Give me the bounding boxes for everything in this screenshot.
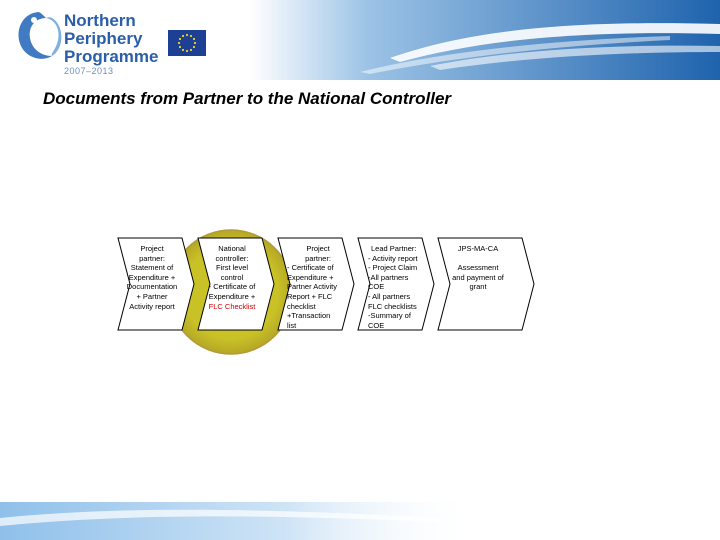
box-line: +Transaction <box>287 311 331 321</box>
logo-line: Periphery <box>64 29 143 48</box>
box-line: - Certificate of <box>208 282 256 292</box>
box-line: -All partners <box>368 272 409 282</box>
box-line: + Partner <box>136 291 168 301</box>
box-line: Expenditure + <box>208 291 256 301</box>
box-line: - Certificate of <box>287 263 334 273</box>
logo-line: Northern <box>64 11 136 30</box>
box-line: - All partners <box>368 291 411 301</box>
box-line: and payment of <box>452 272 504 282</box>
box-5-text <box>446 244 510 292</box>
page-title: Documents from Partner to the National Controller <box>43 89 452 108</box>
box-line: Report + FLC <box>287 291 333 301</box>
box-line: - Project Claim <box>368 263 418 273</box>
box-line: Partner Activity <box>287 282 338 292</box>
box-line: -Summary of <box>368 311 411 321</box>
box-line: Project <box>306 244 330 253</box>
box-line: Expenditure + <box>128 272 176 282</box>
box-line <box>446 254 510 264</box>
box-line: Assessment <box>457 263 499 273</box>
box-4-text <box>368 244 430 330</box>
box-line: list <box>287 320 297 330</box>
box-line: Documentation <box>126 282 178 292</box>
box-line: FLC checklists <box>368 301 417 311</box>
flc-checklist-label: FLC Checklist <box>208 301 256 311</box>
footer-wave-graphic <box>0 488 720 540</box>
box-line: JPS-MA-CA <box>457 244 499 253</box>
box-line: grant <box>469 282 487 292</box>
box-line: partner: <box>139 253 165 263</box>
box-line: partner: <box>305 253 331 263</box>
box-line: National <box>218 244 246 253</box>
box-3-text <box>287 244 349 330</box>
box-2-text <box>200 244 264 311</box>
box-line: COE <box>368 282 385 292</box>
box-line: controller: <box>215 253 249 263</box>
box-line: Project <box>140 244 164 253</box>
box-line: - Activity report <box>368 253 418 263</box>
box-line: checklist <box>287 301 316 311</box>
box-line: Expenditure + <box>287 272 334 282</box>
logo-years: 2007–2013 <box>64 66 114 76</box>
box-line: control <box>220 272 244 282</box>
box-line: Statement of <box>130 263 174 273</box>
box-line: Activity report <box>129 301 175 311</box>
box-line: Lead Partner: <box>371 244 417 253</box>
logo-line: Programme <box>64 47 159 66</box>
box-1-text <box>120 244 184 311</box>
box-line: First level <box>215 263 249 273</box>
box-line: COE <box>368 320 385 330</box>
